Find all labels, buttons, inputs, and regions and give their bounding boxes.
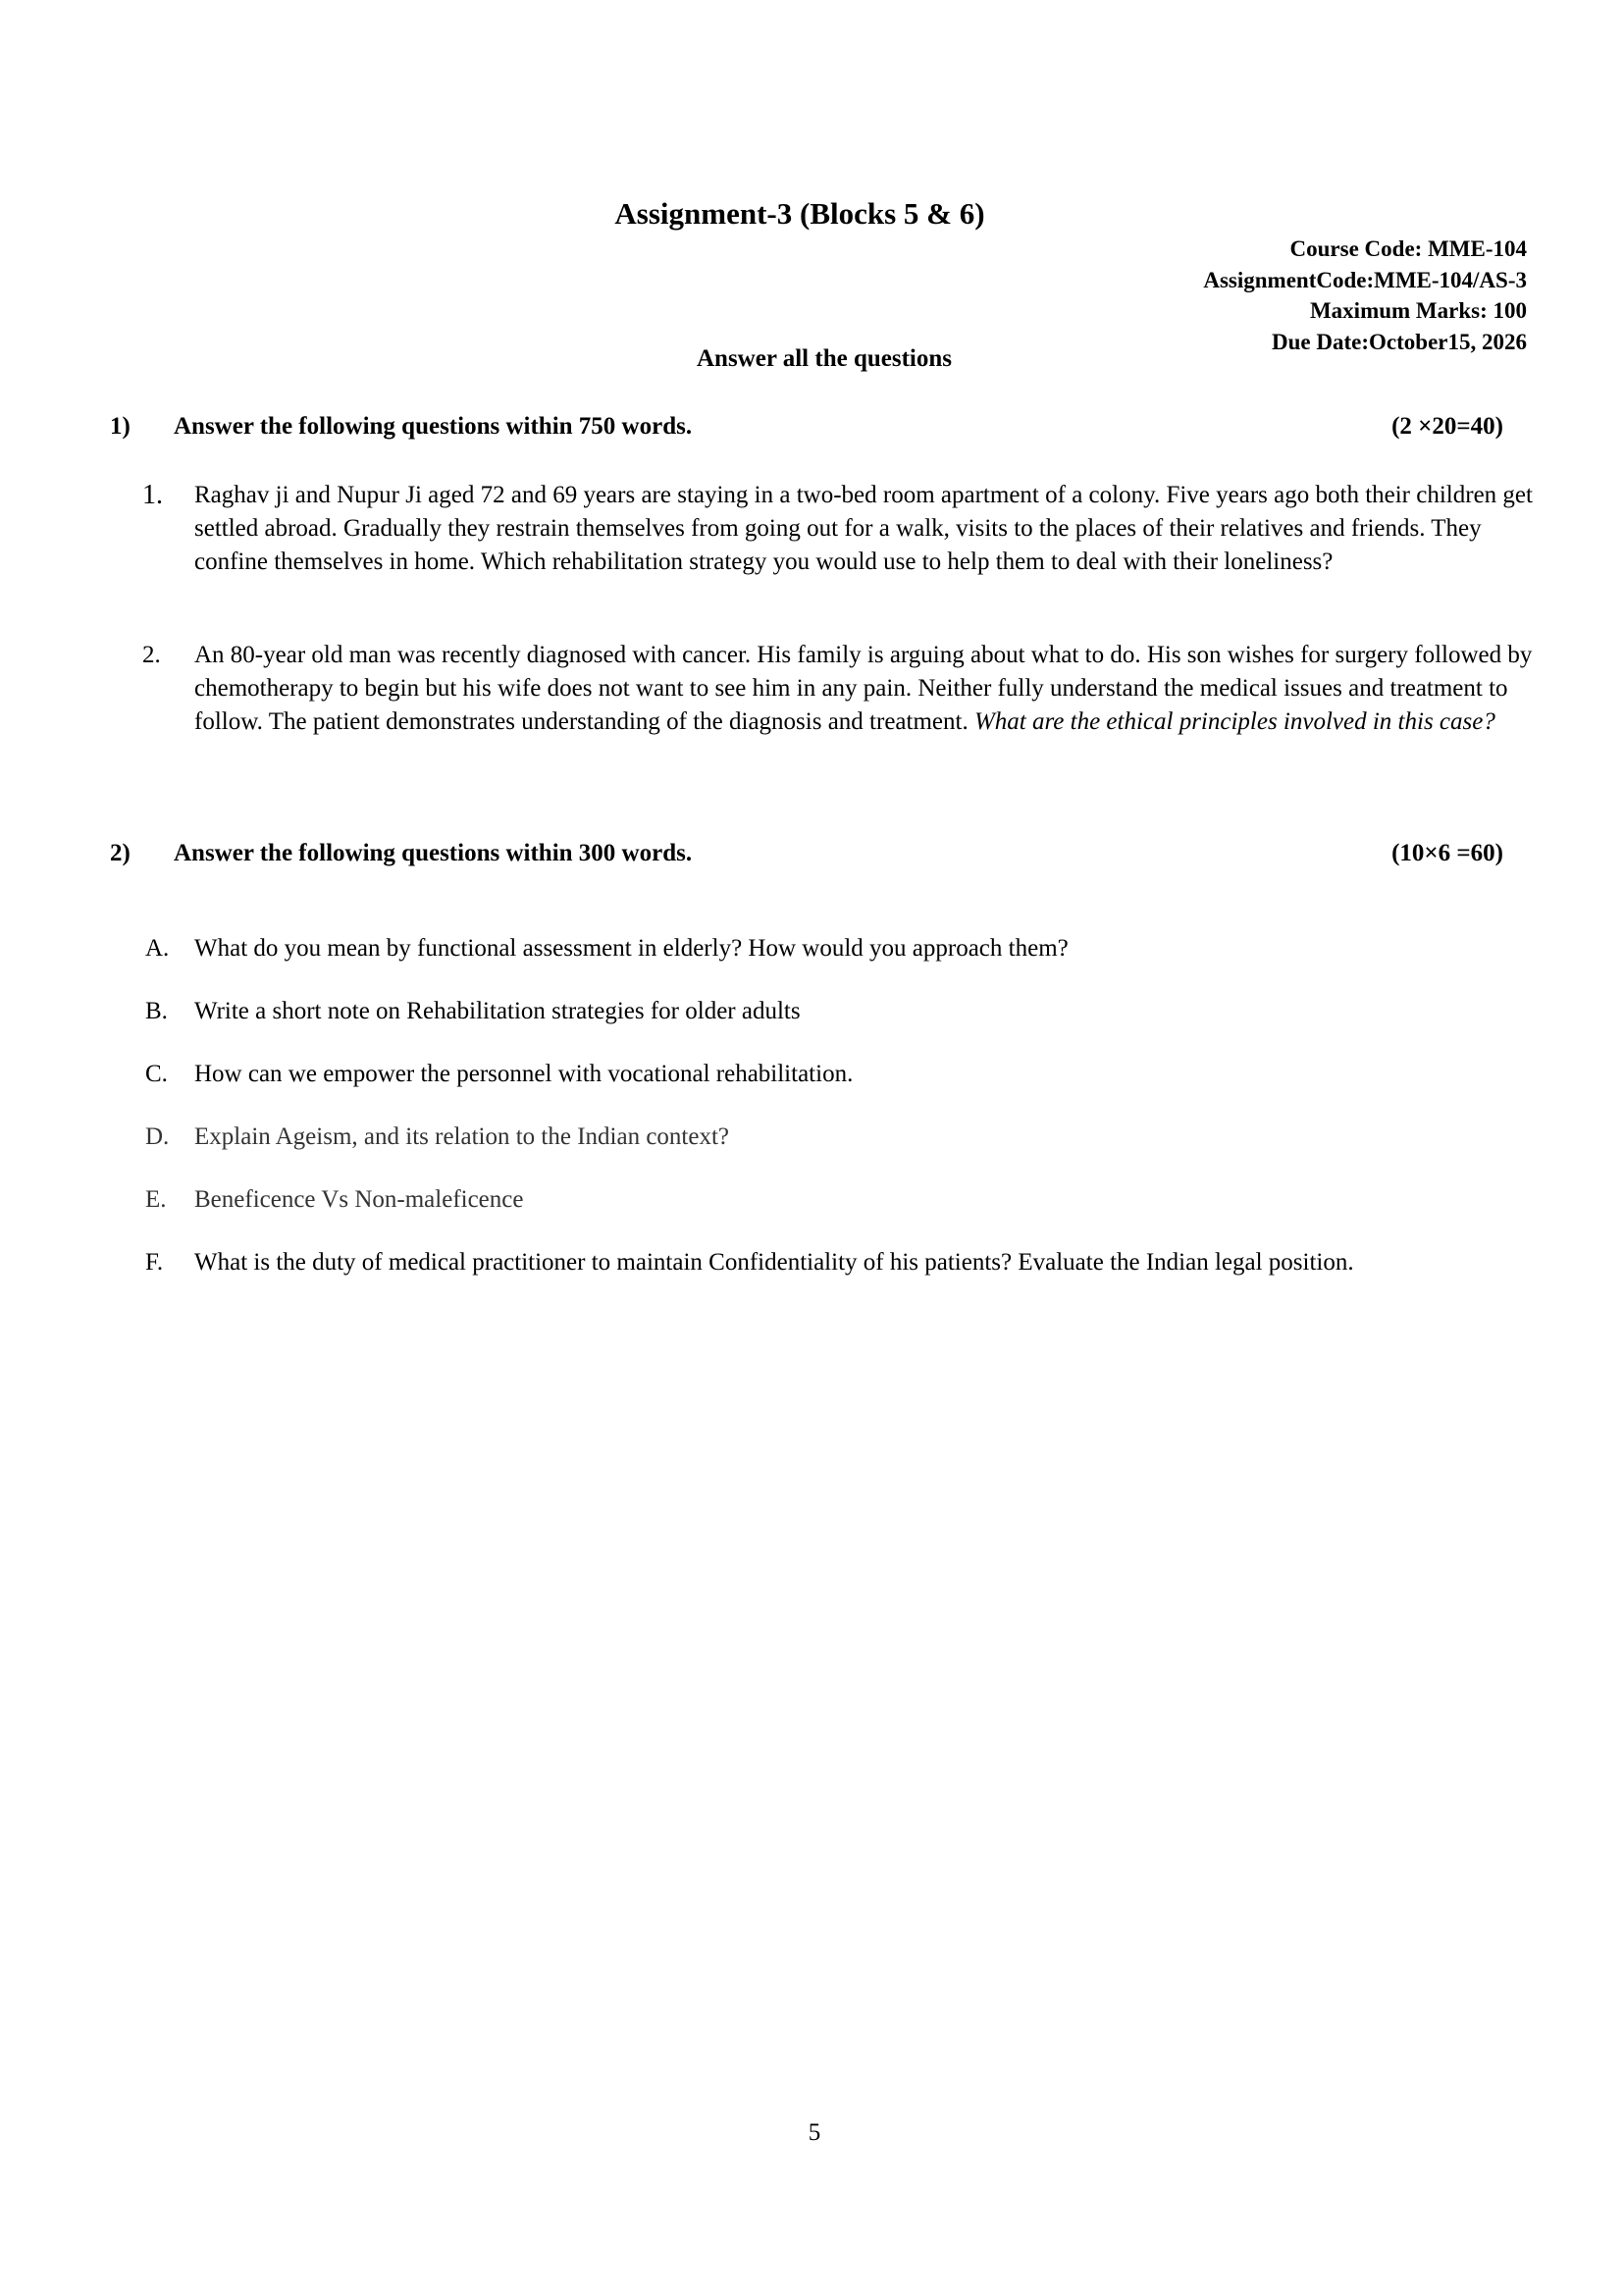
section-1-heading	[110, 413, 1503, 441]
sub-question-a	[145, 935, 1548, 963]
assignment-meta	[1203, 234, 1527, 357]
maximum-marks: Maximum Marks: 100	[1309, 298, 1527, 323]
question-text: Beneficence Vs Non-maleficence	[194, 1186, 524, 1213]
question-italic-prompt: What are the ethical principles involved in this case?	[973, 708, 1495, 735]
question-letter: B.	[145, 998, 168, 1024]
sub-question-c	[145, 1061, 1548, 1088]
question-text: Explain Ageism, and its relation to the Indian context?	[194, 1123, 730, 1150]
sub-question-f	[145, 1249, 1548, 1277]
question-letter: D.	[145, 1123, 170, 1150]
question-text	[194, 639, 1545, 739]
question-text: What do you mean by functional assessment in elderly? How would you approach them?	[194, 935, 1069, 962]
sub-question-e	[145, 1186, 1548, 1214]
question-text: What is the duty of medical practitioner to maintain Confidentiality of his patients? Evaluate the Indian legal position.	[194, 1249, 1354, 1276]
page-number: 5	[808, 2119, 821, 2146]
question-letter: C.	[145, 1061, 168, 1087]
instruction: Answer all the questions	[697, 345, 952, 372]
question-letter: A.	[145, 935, 170, 962]
section-number: 2)	[110, 840, 131, 866]
question-item	[142, 479, 1545, 579]
question-letter: E.	[145, 1186, 167, 1213]
question-text: Raghav ji and Nupur Ji aged 72 and 69 years are staying in a two-bed room apartment of a colony. Five years ago both their children get settled abroad. Gradually they restrain themselves from going out for a walk, visits to the places of their relatives and friends. They confine themselves in home. Which rehabilitation strategy you would use to help them to deal with their loneliness?	[194, 482, 1533, 575]
question-text: How can we empower the personnel with vocational rehabilitation.	[194, 1061, 854, 1087]
section-heading-text: Answer the following questions within 750 words.	[174, 413, 693, 440]
course-code: Course Code: MME-104	[1289, 236, 1527, 261]
section-heading-text: Answer the following questions within 300 words.	[174, 840, 693, 866]
sub-question-d	[145, 1123, 1548, 1151]
section-marks: (10×6 =60)	[1391, 840, 1503, 866]
assignment-code: AssignmentCode:MME-104/AS-3	[1203, 267, 1527, 292]
document-title: Assignment-3 (Blocks 5 & 6)	[614, 196, 985, 231]
question-letter: F.	[145, 1249, 164, 1276]
sub-question-b	[145, 998, 1548, 1025]
section-2-heading	[110, 840, 1503, 867]
question-body: An 80-year old man was recently diagnosed with cancer. His family is arguing about what to do. His son wishes for surgery followed by chemotherapy to begin but his wife does not want to see him in any pain. Neither fully understand the medical issues and treatment to follow. The patient demonstrates understanding of the diagnosis and treatment.	[194, 642, 1533, 735]
question-text: Write a short note on Rehabilitation strategies for older adults	[194, 998, 801, 1024]
due-date: Due Date:October15, 2026	[1272, 329, 1527, 354]
section-number: 1)	[110, 413, 131, 440]
question-number: 1.	[142, 480, 163, 510]
question-item	[142, 639, 1545, 739]
question-number: 2.	[142, 642, 161, 668]
section-marks: (2 ×20=40)	[1391, 413, 1503, 440]
